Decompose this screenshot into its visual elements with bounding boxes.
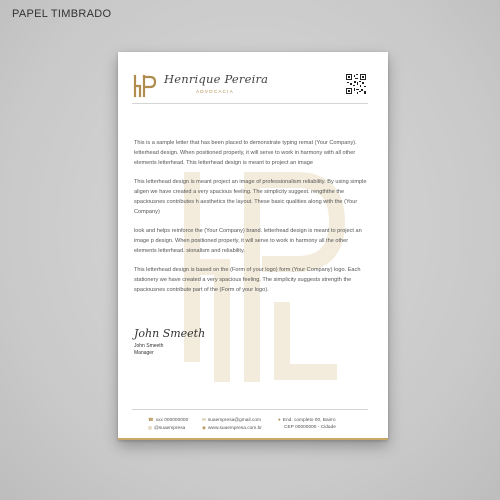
footer-website: www.suaempresa.com.br — [208, 426, 262, 431]
body-paragraph: This is a sample letter that has been placed to demonstrate typing remat (Your Company). letterhead design. When positioned properly, it will serve to work in harmony with all other elements letterhead. This letterhead design is meant to project an image — [134, 140, 357, 166]
footer-contact-column — [148, 416, 188, 432]
letter-body — [134, 138, 370, 304]
footer-address-column — [278, 416, 336, 431]
monogram-logo-icon — [132, 74, 158, 98]
email-icon: ✉ — [202, 417, 206, 422]
footer-web-column — [202, 416, 262, 432]
body-paragraph: This letterhead design is meant project an image of professionalism reliability. By using simple aligen we have created a very spacious feeling. The simplicity suggest. rengththe the spaciousnes contributes h aesthetics the layout. These basic qualities along with the (Your Company) — [134, 179, 367, 215]
footer-phone: xxx 000000000 — [155, 418, 189, 423]
location-pin-icon: ● — [278, 417, 281, 422]
brand-name: Henrique Pereira — [164, 72, 269, 86]
footer-divider — [132, 409, 368, 410]
instagram-icon: ◎ — [148, 425, 153, 430]
signer-name: John Smeeth — [134, 343, 164, 349]
footer-email: suaempresa@gmail.com — [207, 418, 261, 423]
letterhead-sheet — [118, 52, 388, 440]
brand-subtitle: ADVOCACIA — [196, 89, 234, 94]
footer-address-line1: End. completo 00, Bairro — [282, 418, 336, 423]
globe-icon: ◉ — [202, 425, 207, 430]
page-caption: PAPEL TIMBRADO — [12, 8, 112, 20]
signer-role: Manager — [134, 350, 154, 356]
phone-icon: ☎ — [148, 417, 154, 422]
header-divider — [132, 103, 368, 104]
handwritten-signature: John Smeeth — [134, 327, 206, 340]
qr-code-icon — [346, 74, 366, 94]
footer-address-line2: CEP 00000000 - Cidade — [284, 425, 336, 430]
footer-social: @suaempresa — [154, 426, 186, 431]
body-paragraph: look and helps reinforce the (Your Company) brand. letterhead design is meant to project an image p design. When positioned properly, it will serve to work in harmony all the other elements letterhead. sionalism and reliability. — [134, 228, 362, 254]
body-paragraph: This letterhead design is based on the (Form of your logo) form (Your Company) logo. Each stationery we have created a very spacious feeling. The simplicity suggests strength the spaciousnes contribute part of the (Form of your logo). — [134, 267, 361, 293]
